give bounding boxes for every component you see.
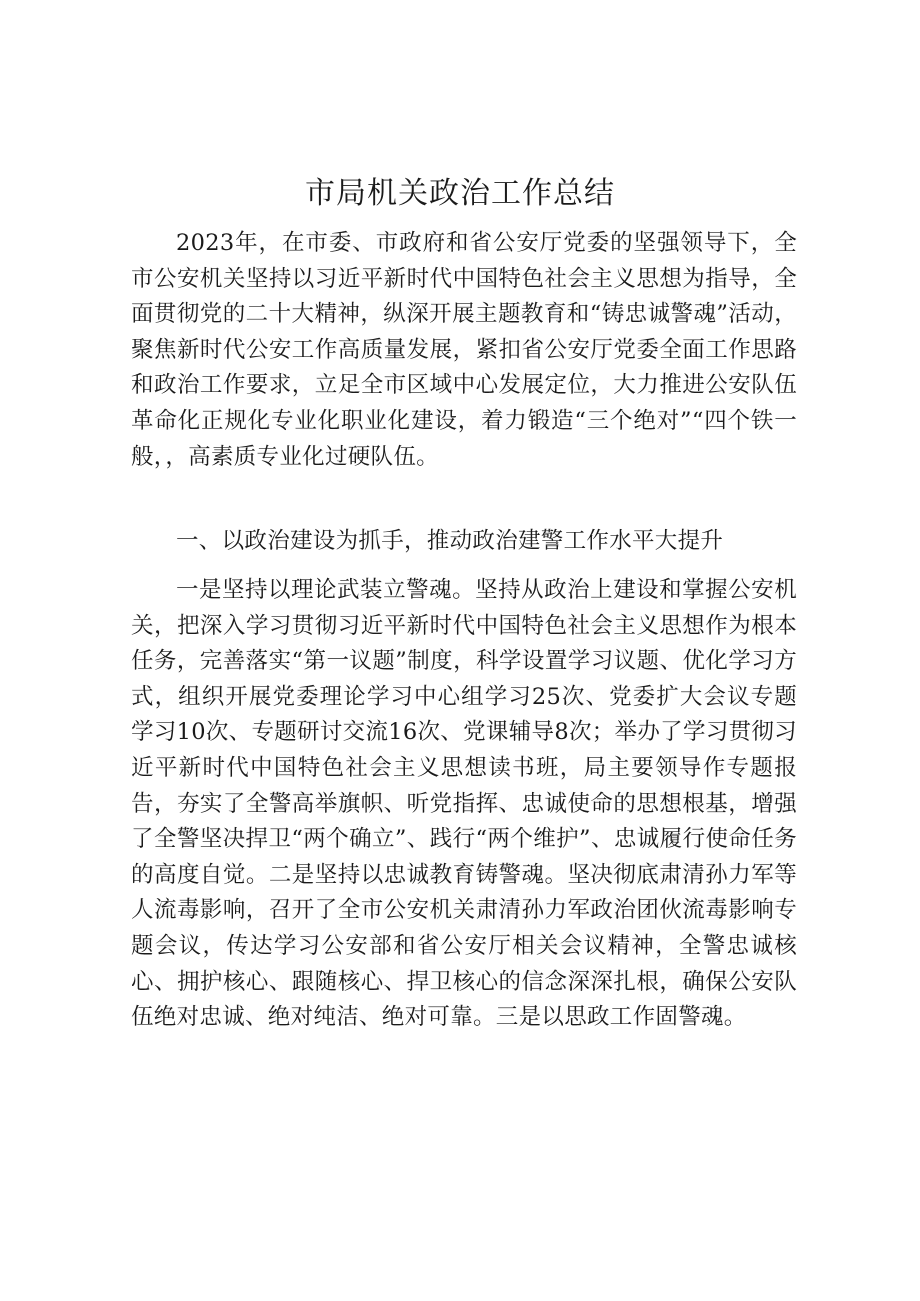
document-title: 市局机关政治工作总结 <box>305 176 615 211</box>
intro-paragraph: 2023年，在市委、市政府和省公安厅党委的坚强领导下，全市公安机关坚持以习近平新时代中国特色社会主义思想为指导，全面贯彻党的二十大精神，纵深开展主题教育和“铸忠诚警魂”活动，聚焦新时代公安工作高质量发展，紧扣省公安厅党委全面工作思路和政治工作要求，立足全市区域中心发展定位，大力推进公安队伍革命化正规化专业化职业化建设，着力锻造“三个绝对”“四个铁一般，，高素质专业化过硬队伍。 <box>131 230 797 470</box>
section-heading: 一、以政治建设为抓手，推动政治建警工作水平大提升 <box>176 528 724 554</box>
section-body-paragraph: 一是坚持以理论武装立警魂。坚持从政治上建设和掌握公安机关，把深入学习贯彻习近平新时代中国特色社会主义思想作为根本任务，完善落实“第一议题”制度，科学设置学习议题、优化学习方式，组织开展党委理论学习中心组学习25次、党委扩大会议专题学习10次、专题研讨交流16次、党课辅导8次；举办了学习贯彻习近平新时代中国特色社会主义思想读书班，局主要领导作专题报告，夯实了全警高举旗帜、听党指挥、忠诚使命的思想根基，增强了全警坚决捍卫“两个确立”、践行“两个维护”、忠诚履行使命任务的高度自觉。二是坚持以忠诚教育铸警魂。坚决彻底肃清孙力军等人流毒影响，召开了全市公安机关肃清孙力军政治团伙流毒影响专题会议，传达学习公安部和省公安厅相关会议精神，全警忠诚核心、拥护核心、跟随核心、捍卫核心的信念深深扎根，确保公安队伍绝对忠诚、绝对纯洁、绝对可靠。三是以思政工作固警魂。 <box>131 577 797 1031</box>
